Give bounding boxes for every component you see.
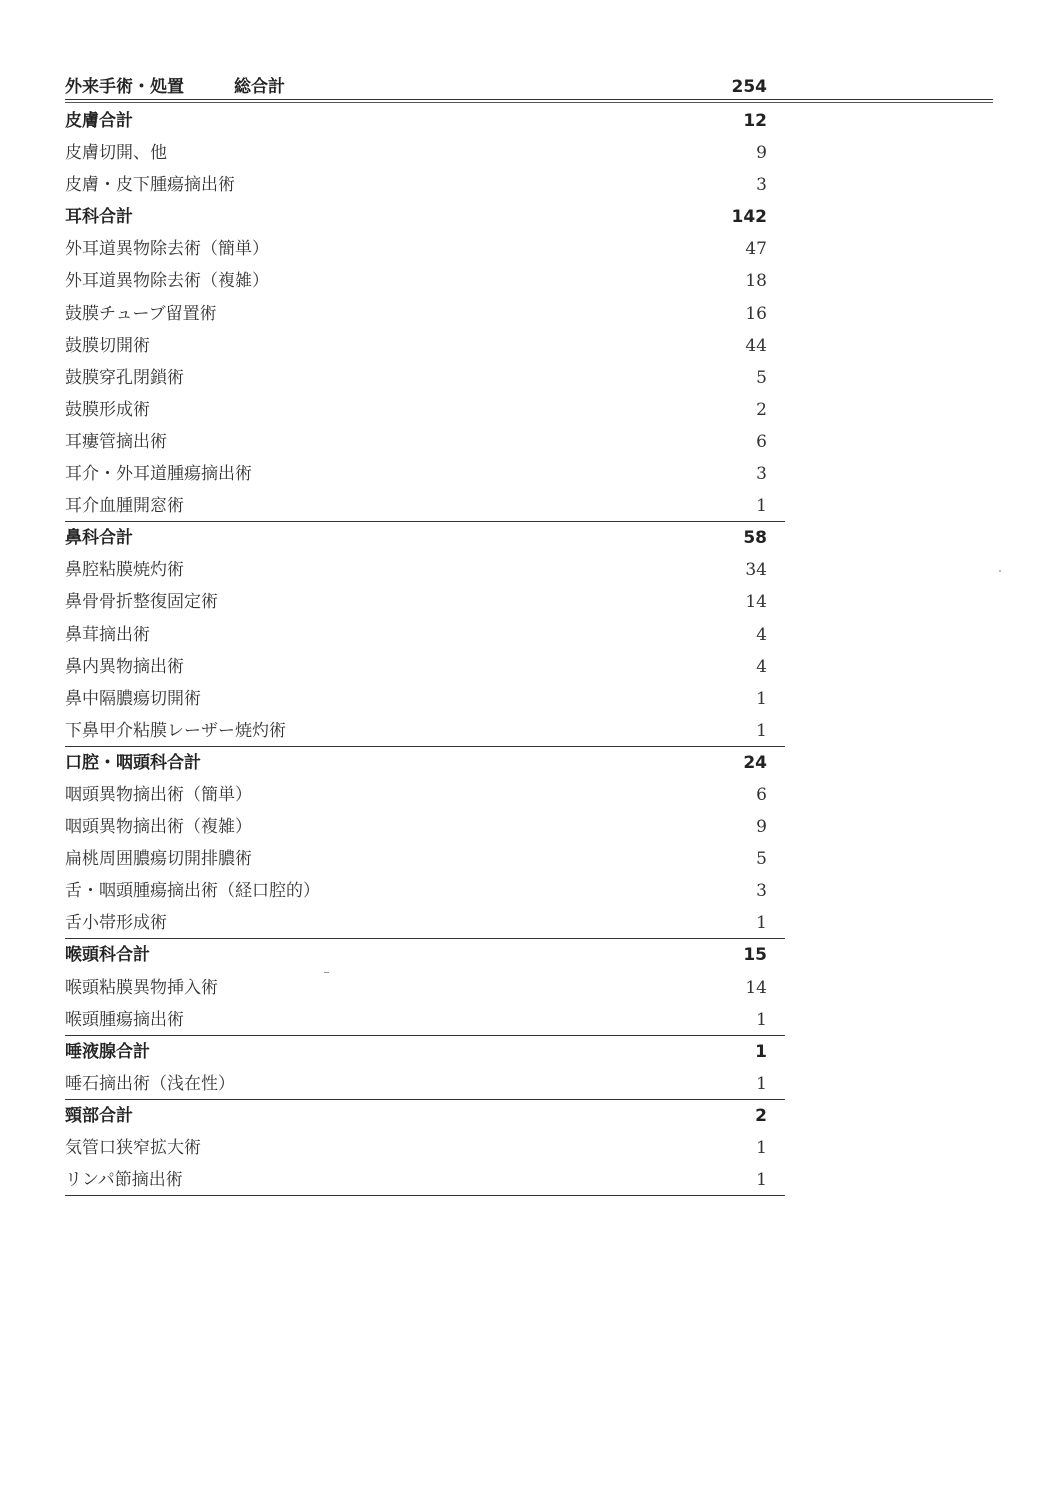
procedure-label: 鼓膜形成術 — [65, 399, 150, 420]
procedure-row — [65, 394, 767, 426]
procedure-count: 1 — [756, 1073, 767, 1094]
procedure-count: 1 — [756, 496, 767, 517]
procedure-row — [65, 362, 767, 394]
procedure-label: 舌小帯形成術 — [65, 913, 167, 934]
procedure-count: 1 — [756, 1170, 767, 1191]
procedure-label: 唾石摘出術（浅在性） — [65, 1073, 235, 1094]
procedure-row — [65, 683, 767, 715]
procedure-label: 鼻骨骨折整復固定術 — [65, 592, 218, 613]
procedure-row — [65, 907, 767, 939]
procedure-count: 1 — [756, 1138, 767, 1158]
procedure-row — [65, 875, 767, 907]
section-total-row — [65, 201, 767, 233]
procedure-label: 外耳道異物除去術（複雑） — [65, 271, 269, 292]
procedure-row — [65, 137, 767, 169]
procedure-label: 鼓膜チューブ留置術 — [65, 303, 217, 324]
procedure-label: 皮膚切開、他 — [65, 143, 167, 164]
procedure-row — [65, 1068, 767, 1100]
procedure-count: 9 — [756, 143, 767, 164]
procedure-row — [65, 586, 767, 618]
section-title: 唾液腺合計 — [65, 1041, 150, 1062]
section-title: 耳科合計 — [65, 207, 133, 228]
procedure-row — [65, 490, 767, 522]
section-total: 2 — [755, 1105, 767, 1126]
procedure-label: 鼻茸摘出術 — [65, 624, 150, 645]
section-total-row — [65, 522, 767, 554]
procedure-count: 44 — [745, 335, 767, 356]
procedure-row — [65, 972, 767, 1004]
procedure-label: 皮膚・皮下腫瘍摘出術 — [65, 175, 235, 196]
procedure-row — [65, 811, 767, 843]
section-total-row — [65, 747, 767, 779]
procedure-count: 3 — [756, 881, 767, 902]
procedure-count: 1 — [756, 913, 767, 934]
header-rule — [65, 99, 993, 100]
procedure-row — [65, 233, 767, 265]
header-total-label: 総合計 — [234, 77, 285, 97]
procedure-row — [65, 651, 767, 683]
section-total-row — [65, 939, 767, 971]
procedure-label: 気管口狭窄拡大術 — [65, 1138, 201, 1158]
procedure-count: 16 — [745, 303, 767, 324]
procedure-label: 咽頭異物摘出術（簡単） — [65, 784, 252, 805]
procedure-row — [65, 298, 767, 330]
procedure-count: 18 — [745, 271, 767, 292]
procedure-list — [65, 105, 767, 1196]
section-title: 頸部合計 — [65, 1105, 133, 1126]
procedure-label: 鼓膜切開術 — [65, 335, 150, 356]
section-total: 12 — [743, 111, 767, 131]
procedure-row — [65, 715, 767, 747]
procedure-label: 耳瘻管摘出術 — [65, 431, 167, 452]
section-total-row — [65, 1036, 767, 1068]
section-title: 皮膚合計 — [65, 111, 133, 131]
procedure-count: 5 — [756, 849, 767, 870]
procedure-row — [65, 1004, 767, 1036]
header-label: 外来手術・処置 — [65, 77, 184, 97]
section-total-row — [65, 105, 767, 137]
procedure-label: 鼻中隔膿瘍切開術 — [65, 688, 201, 709]
procedure-count: 1 — [756, 720, 767, 741]
procedure-count: 3 — [756, 175, 767, 196]
procedure-label: 舌・咽頭腫瘍摘出術（経口腔的） — [65, 881, 320, 902]
procedure-count: 6 — [756, 431, 767, 452]
procedure-label: 扁桃周囲膿瘍切開排膿術 — [65, 849, 252, 870]
procedure-label: 咽頭異物摘出術（複雑） — [65, 817, 252, 838]
procedure-count: 14 — [745, 592, 767, 613]
header-rule-secondary — [65, 102, 993, 103]
procedure-row — [65, 330, 767, 362]
procedure-count: 9 — [756, 817, 767, 838]
procedure-row — [65, 169, 767, 201]
section-total: 1 — [755, 1041, 767, 1062]
procedure-count: 1 — [756, 688, 767, 709]
procedure-row — [65, 779, 767, 811]
section-title: 喉頭科合計 — [65, 945, 150, 966]
section-total-row — [65, 1100, 767, 1132]
procedure-label: 喉頭腫瘍摘出術 — [65, 1009, 184, 1030]
section-total: 24 — [743, 752, 767, 773]
section-title: 鼻科合計 — [65, 528, 133, 549]
procedure-label: リンパ節摘出術 — [65, 1170, 183, 1191]
procedure-row — [65, 458, 767, 490]
procedure-row — [65, 265, 767, 297]
section-total: 142 — [731, 207, 767, 228]
procedure-row — [65, 843, 767, 875]
section-title: 口腔・咽頭科合計 — [65, 752, 201, 773]
procedure-row — [65, 619, 767, 651]
procedure-count: 4 — [756, 656, 767, 677]
procedure-count: 5 — [756, 367, 767, 388]
section-total: 15 — [743, 945, 767, 966]
procedure-label: 鼻腔粘膜焼灼術 — [65, 560, 184, 581]
scan-mark — [324, 972, 329, 973]
procedure-label: 耳介血腫開窓術 — [65, 496, 184, 517]
procedure-count: 14 — [745, 977, 767, 998]
procedure-label: 喉頭粘膜異物挿入術 — [65, 977, 218, 998]
scan-mark — [999, 570, 1001, 572]
procedure-row — [65, 1132, 767, 1164]
procedure-label: 耳介・外耳道腫瘍摘出術 — [65, 464, 252, 485]
header-total-value: 254 — [731, 77, 767, 97]
procedure-count: 34 — [745, 560, 767, 581]
procedure-label: 下鼻甲介粘膜レーザー焼灼術 — [65, 720, 286, 741]
procedure-row — [65, 554, 767, 586]
procedure-label: 鼻内異物摘出術 — [65, 656, 184, 677]
procedure-count: 4 — [756, 624, 767, 645]
summary-header — [65, 74, 767, 100]
section-total: 58 — [743, 528, 767, 549]
procedure-count: 3 — [756, 464, 767, 485]
procedure-row — [65, 1164, 767, 1196]
procedure-label: 外耳道異物除去術（簡単） — [65, 239, 269, 260]
procedure-count: 2 — [756, 399, 767, 420]
procedure-row — [65, 426, 767, 458]
procedure-count: 1 — [756, 1009, 767, 1030]
procedure-count: 47 — [745, 239, 767, 260]
procedure-count: 6 — [756, 784, 767, 805]
procedure-label: 鼓膜穿孔閉鎖術 — [65, 367, 184, 388]
